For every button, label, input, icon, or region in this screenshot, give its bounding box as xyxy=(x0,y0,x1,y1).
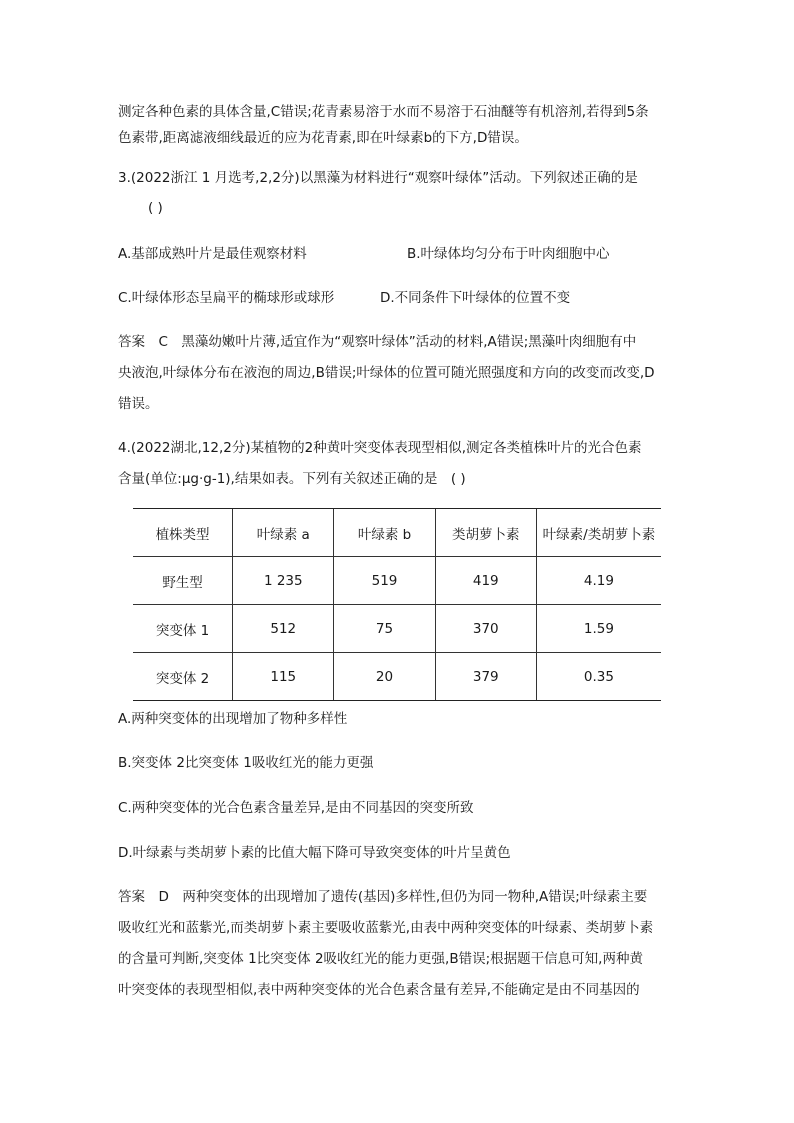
table-header-cell: 叶绿素 b xyxy=(334,509,435,557)
q3-answer-line-1: 答案 C 黑藻幼嫩叶片薄,适宜作为“观察叶绿体”活动的材料,A错误;黑藻叶肉细胞有中 xyxy=(118,334,637,350)
table-cell: 75 xyxy=(334,605,435,653)
table-cell: 20 xyxy=(334,653,435,701)
q3-option-c: C.叶绿体形态呈扁平的椭球形或球形 xyxy=(118,290,335,306)
q3-answer-line-2: 央液泡,叶绿体分布在液泡的周边,B错误;叶绿体的位置可随光照强度和方向的改变而改变,D xyxy=(118,365,655,381)
table-cell: 370 xyxy=(435,605,536,653)
q4-option-c: C.两种突变体的光合色素含量差异,是由不同基因的突变所致 xyxy=(118,800,474,816)
table-cell: 115 xyxy=(233,653,334,701)
q3-answer-blank: ( ) xyxy=(148,200,163,216)
table-row xyxy=(133,605,661,653)
q4-stem-line-1: 4.(2022湖北,12,2分)某植物的2种黄叶突变体表现型相似,测定各类植株叶片的光合色素 xyxy=(118,440,642,456)
table-header-cell: 叶绿素 a xyxy=(233,509,334,557)
table-cell: 1.59 xyxy=(536,605,661,653)
table-cell: 512 xyxy=(233,605,334,653)
table-header-cell: 植株类型 xyxy=(133,509,233,557)
pigment-table xyxy=(133,508,661,701)
q3-stem: 3.(2022浙江 1 月选考,2,2分)以黑藻为材料进行“观察叶绿体”活动。下列叙述正确的是 xyxy=(118,170,638,186)
table-row xyxy=(133,653,661,701)
q4-answer-line-1: 答案 D 两种突变体的出现增加了遗传(基因)多样性,但仍为同一物种,A错误;叶绿素主要 xyxy=(118,889,648,905)
prev-answer-line-2: 色素带,距离滤液细线最近的应为花青素,即在叶绿素b的下方,D错误。 xyxy=(118,130,528,146)
table-cell: 419 xyxy=(435,557,536,605)
q3-option-d: D.不同条件下叶绿体的位置不变 xyxy=(380,290,571,306)
q4-stem-line-2: 含量(单位:μg·g-1),结果如表。下列有关叙述正确的是 ( ) xyxy=(118,471,466,487)
q3-answer-line-3: 错误。 xyxy=(118,396,159,412)
q4-answer-line-2: 吸收红光和蓝紫光,而类胡萝卜素主要吸收蓝紫光,由表中两种突变体的叶绿素、类胡萝卜素 xyxy=(118,920,654,936)
table-cell: 突变体 2 xyxy=(133,653,233,701)
q3-option-b: B.叶绿体均匀分布于叶肉细胞中心 xyxy=(407,246,610,262)
table-cell: 4.19 xyxy=(536,557,661,605)
table-cell: 379 xyxy=(435,653,536,701)
q4-answer-line-4: 叶突变体的表现型相似,表中两种突变体的光合色素含量有差异,不能确定是由不同基因的 xyxy=(118,982,640,998)
q4-option-a: A.两种突变体的出现增加了物种多样性 xyxy=(118,711,348,727)
q4-option-d: D.叶绿素与类胡萝卜素的比值大幅下降可导致突变体的叶片呈黄色 xyxy=(118,845,511,861)
table-cell: 突变体 1 xyxy=(133,605,233,653)
table-cell: 野生型 xyxy=(133,557,233,605)
table-header-cell: 叶绿素/类胡萝卜素 xyxy=(536,509,661,557)
prev-answer-line-1: 测定各种色素的具体含量,C错误;花青素易溶于水而不易溶于石油醚等有机溶剂,若得到5条 xyxy=(118,104,649,120)
table-row xyxy=(133,557,661,605)
table-cell: 519 xyxy=(334,557,435,605)
q4-answer-line-3: 的含量可判断,突变体 1比突变体 2吸收红光的能力更强,B错误;根据题干信息可知,两种黄 xyxy=(118,951,643,967)
table-cell: 0.35 xyxy=(536,653,661,701)
table-cell: 1 235 xyxy=(233,557,334,605)
q4-option-b: B.突变体 2比突变体 1吸收红光的能力更强 xyxy=(118,755,374,771)
table-header-row xyxy=(133,509,661,557)
table-header-cell: 类胡萝卜素 xyxy=(435,509,536,557)
q3-option-a: A.基部成熟叶片是最佳观察材料 xyxy=(118,246,307,262)
